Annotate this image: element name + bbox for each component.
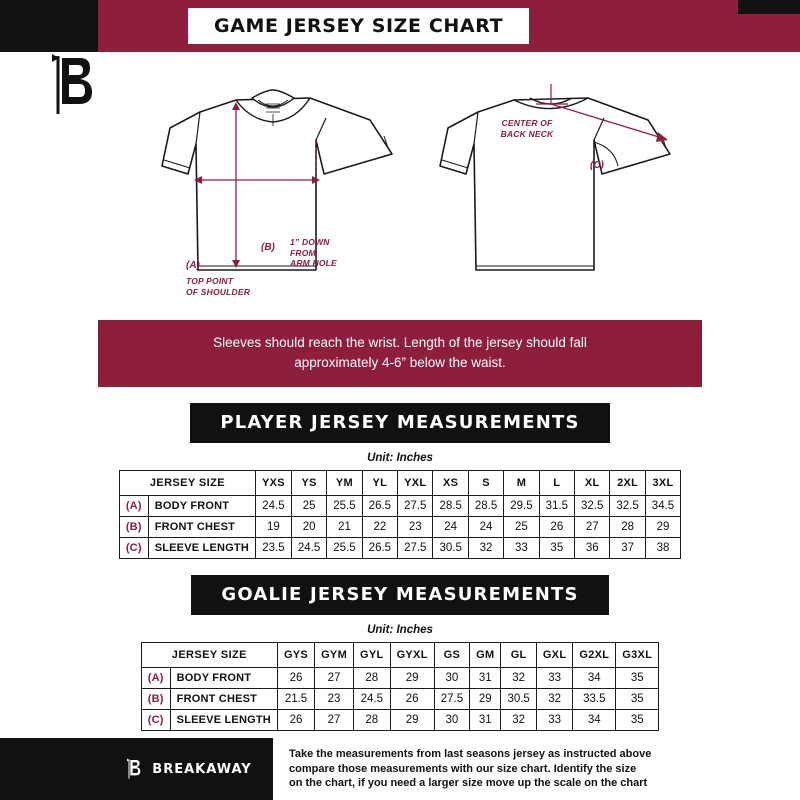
cell: 31 [470,710,501,731]
player-section-title: PLAYER JERSEY MEASUREMENTS [190,403,609,443]
player-measurements-table [119,470,681,559]
cell: 33 [504,538,539,559]
cell: 26 [277,668,314,689]
goalie-row-0-key: (A) [141,668,170,689]
size-col-3xl: 3XL [645,471,680,496]
cell: 30.5 [501,689,536,710]
cell: 26 [539,517,574,538]
header-black-block-left [0,0,98,52]
cell: 28 [354,710,391,731]
cell: 27.5 [434,689,469,710]
jersey-back-outline-icon [418,70,718,300]
player-row-1-key: (B) [119,517,148,538]
cell: 25 [504,517,539,538]
size-col-gys: GYS [277,643,314,668]
goalie-row-1-key: (B) [141,689,170,710]
cell: 27.5 [398,496,433,517]
cell: 27 [575,517,610,538]
cell: 35 [616,710,659,731]
goalie-row-2-key: (C) [141,710,170,731]
cell: 24 [468,517,503,538]
goalie-row-1-label: FRONT CHEST [170,689,277,710]
size-col-gs: GS [434,643,469,668]
cell: 35 [539,538,574,559]
cell: 20 [291,517,326,538]
cell: 19 [255,517,291,538]
cell: 27 [315,668,354,689]
cell: 21.5 [277,689,314,710]
cell: 24.5 [354,689,391,710]
size-col-2xl: 2XL [610,471,645,496]
player-unit-label: Unit: Inches [367,452,433,465]
cell: 24 [433,517,468,538]
cell: 38 [645,538,680,559]
cell: 33 [536,710,573,731]
size-col-ym: YM [327,471,362,496]
cell: 31.5 [539,496,574,517]
cell: 28.5 [468,496,503,517]
annotation-b-letter: (B) [261,242,275,253]
table-row [119,538,680,559]
page-title: GAME JERSEY SIZE CHART [214,15,504,37]
size-col-g2xl: G2XL [573,643,616,668]
size-col-l: L [539,471,574,496]
size-col-yl: YL [362,471,397,496]
goalie-section-title: GOALIE JERSEY MEASUREMENTS [191,575,608,615]
cell: 34.5 [645,496,680,517]
cell: 33.5 [573,689,616,710]
footer-line-3: on the chart, if you need a larger size move up the scale on the chart [289,777,648,790]
player-row-1-label: FRONT CHEST [148,517,255,538]
goalie-size-header: JERSEY SIZE [141,643,277,668]
footer-instructions [273,738,800,800]
cell: 32 [468,538,503,559]
cell: 32.5 [575,496,610,517]
table-row [119,496,680,517]
cell: 33 [536,668,573,689]
player-row-2-label: SLEEVE LENGTH [148,538,255,559]
table-row [119,517,680,538]
table-header-row [141,643,658,668]
cell: 27 [315,710,354,731]
cell: 24.5 [255,496,291,517]
size-col-yxs: YXS [255,471,291,496]
annotation-b-text: 1” DOWN FROM ARM HOLE [290,237,337,269]
cell: 22 [362,517,397,538]
cell: 23.5 [255,538,291,559]
size-col-gl: GL [501,643,536,668]
size-col-xl: XL [575,471,610,496]
page-footer [0,738,800,800]
size-col-gxl: GXL [536,643,573,668]
cell: 29 [645,517,680,538]
cell: 36 [575,538,610,559]
cell: 21 [327,517,362,538]
header-title-box [188,8,529,44]
size-col-m: M [504,471,539,496]
player-section [0,387,800,559]
instruction-line-1: Sleeves should reach the wrist. Length of the jersey should fall [213,335,587,350]
cell: 32 [501,710,536,731]
table-row [141,668,658,689]
cell: 30 [434,668,469,689]
annotation-c-text: CENTER OF BACK NECK [500,118,554,139]
footer-brand-name: BREAKAWAY [152,761,252,777]
footer-line-2: compare those measurements with our size chart. Identify the size [289,762,637,775]
cell: 34 [573,668,616,689]
cell: 26 [277,710,314,731]
footer-line-1: Take the measurements from last seasons jersey as instructed above [289,747,652,760]
page-header [0,0,800,52]
size-col-ys: YS [291,471,326,496]
cell: 26.5 [362,496,397,517]
cell: 26.5 [362,538,397,559]
table-header-row [119,471,680,496]
size-col-gyxl: GYXL [390,643,434,668]
goalie-row-2-label: SLEEVE LENGTH [170,710,277,731]
instruction-band-wrapper [0,320,800,387]
cell: 30 [434,710,469,731]
size-col-yxl: YXL [398,471,433,496]
cell: 25.5 [327,538,362,559]
footer-black-block [0,738,98,800]
player-row-2-key: (C) [119,538,148,559]
cell: 29 [390,668,434,689]
instruction-line-2: approximately 4-6” below the waist. [294,354,506,370]
cell: 35 [616,689,659,710]
cell: 35 [616,668,659,689]
header-black-block-right [738,0,800,14]
annotation-c-letter: (C) [590,160,604,171]
cell: 24.5 [291,538,326,559]
size-col-g3xl: G3XL [616,643,659,668]
player-size-header: JERSEY SIZE [119,471,255,496]
cell: 28.5 [433,496,468,517]
size-col-gyl: GYL [354,643,391,668]
cell: 25 [291,496,326,517]
footer-brand [98,738,273,800]
size-col-gym: GYM [315,643,354,668]
size-col-s: S [468,471,503,496]
breakaway-b-logo-icon [119,753,145,785]
cell: 31 [470,668,501,689]
player-row-0-key: (A) [119,496,148,517]
goalie-row-0-label: BODY FRONT [170,668,277,689]
cell: 23 [398,517,433,538]
breakaway-b-logo-icon [28,46,106,124]
cell: 26 [390,689,434,710]
cell: 25.5 [327,496,362,517]
goalie-table-wrapper [0,642,800,731]
cell: 29.5 [504,496,539,517]
cell: 28 [354,668,391,689]
cell: 23 [315,689,354,710]
cell: 29 [390,710,434,731]
table-row [141,689,658,710]
annotation-a-text: TOP POINT OF SHOULDER [186,276,251,297]
size-col-gm: GM [470,643,501,668]
goalie-unit-label: Unit: Inches [367,624,433,637]
cell: 32.5 [610,496,645,517]
cell: 27.5 [398,538,433,559]
goalie-measurements-table [141,642,659,731]
annotation-a-letter: (A) [186,260,200,271]
cell: 32 [501,668,536,689]
table-row [141,710,658,731]
player-table-wrapper [0,470,800,559]
goalie-section [0,559,800,731]
instruction-band [98,320,702,387]
cell: 30.5 [433,538,468,559]
cell: 34 [573,710,616,731]
size-col-xs: XS [433,471,468,496]
cell: 37 [610,538,645,559]
player-row-0-label: BODY FRONT [148,496,255,517]
cell: 32 [536,689,573,710]
cell: 28 [610,517,645,538]
cell: 29 [470,689,501,710]
illustration-area [0,52,800,320]
